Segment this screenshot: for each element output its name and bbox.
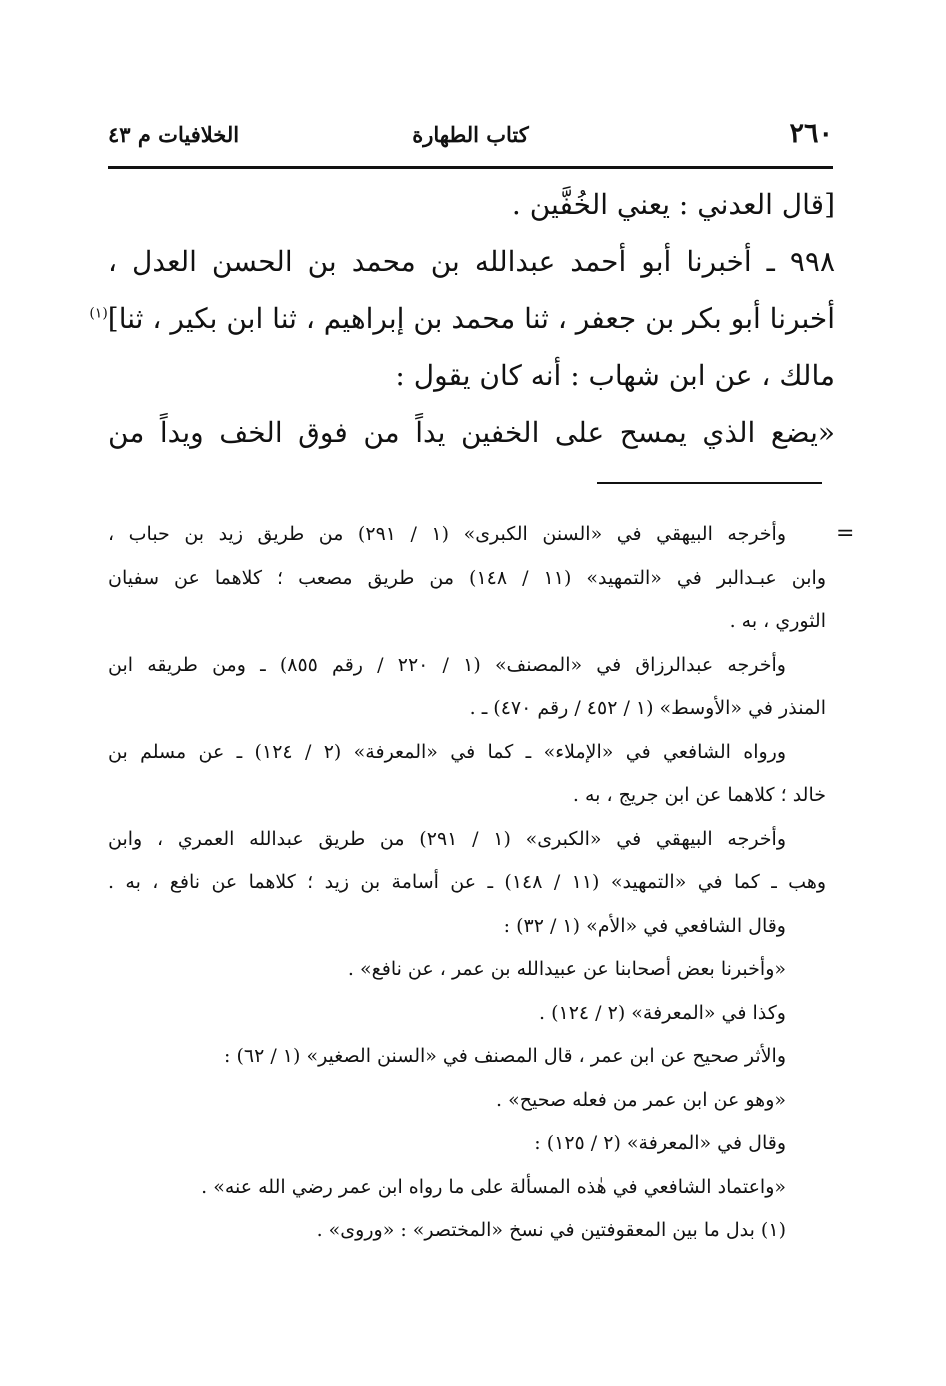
footnote-line: «وأخبرنا بعض أصحابنا عن عبيدالله بن عمر ، عن نافع» . [347, 958, 786, 980]
main-line: مالك ، عن ابن شهاب : أنه كان يقول : [395, 359, 835, 392]
running-header [108, 118, 833, 154]
main-line-text: أخبرنا أبو بكر بن جعفر ، ثنا محمد بن إبراهيم ، ثنا ابن بكير ، ثنا] [107, 302, 835, 335]
footnote-line: خالد ؛ كلاهما عن ابن جريج ، به . [572, 784, 826, 806]
footnote-line: «وهو عن ابن عمر من فعله صحيح» . [496, 1088, 786, 1111]
footnote-line: وأخرجه عبدالرزاق في «المصنف» (١ / ٢٢٠ / رقم ٨٥٥) ـ ومن طريقه ابن [108, 653, 786, 676]
book-title: كتاب الطهارة [412, 122, 529, 147]
header-rule [108, 166, 833, 169]
footnote-line: ورواه الشافعي في «الإملاء» ـ كما في «المعرفة» (٢ / ١٢٤) ـ عن مسلم بن [108, 740, 786, 763]
footnotes [108, 513, 826, 1253]
footnote-text: (١) بدل ما بين المعقوفتين في نسخ «المختصر» : «وروى» . [316, 1219, 786, 1241]
footnote-line: والأثر صحيح عن ابن عمر ، قال المصنف في «السنن الصغير» (١ / ٦٢) : [224, 1045, 786, 1067]
footnote-line: وكذا في «المعرفة» (٢ / ١٢٤) . [539, 1001, 786, 1024]
footnote-line: الثوري ، به . [729, 610, 826, 632]
footnote-line: وأخرجه البيهقي في «السنن الكبرى» (١ / ٢٩١) من طريق زيد بن حباب ، [108, 523, 787, 545]
hadith-start-line: ٩٩٨ ـ أخبرنا أبو أحمد عبدالله بن محمد بن الحسن العدل ، [108, 245, 835, 278]
footnote-line: المنذر في «الأوسط» (١ / ٤٥٢ / رقم ٤٧٠) ـ . [469, 697, 826, 719]
page-number: ٢٦٠ [789, 118, 833, 149]
footnote-line: وابن عبـدالبر في «التمهيد» (١١ / ١٤٨) من طريق مصعب ؛ كلاهما عن سفيان [108, 566, 826, 589]
footnote-line: وقال الشافعي في «الأم» (١ / ٣٢) : [503, 914, 786, 937]
main-line [89, 290, 835, 347]
series-label: الخلافيات م ٤٣ [108, 122, 240, 147]
continuation-mark: = [836, 521, 855, 546]
footnote-line: وقال في «المعرفة» (٢ / ١٢٥) : [534, 1132, 786, 1154]
footnote-line: وأخرجه البيهقي في «الكبرى» (١ / ٢٩١) من طريق عبدالله العمري ، وابن [108, 827, 787, 850]
quote-line: «يضع الذي يمسح على الخفين يداً من فوق الخف ويداً من [108, 416, 835, 449]
footnote-line: «واعتماد الشافعي في هٰذه المسألة على ما رواه ابن عمر رضي الله عنه» . [201, 1175, 786, 1198]
footnote-separator [597, 482, 822, 484]
footnote-line: وهب ـ كما في «التمهيد» (١١ / ١٤٨) ـ عن أسامة بن زيد ؛ كلاهما عن نافع ، به . [108, 871, 827, 893]
main-line: [قال العدني : يعني الخُفَّين . [511, 188, 835, 221]
footnote-reference[interactable]: (١) [89, 305, 108, 322]
main-text [89, 176, 835, 461]
